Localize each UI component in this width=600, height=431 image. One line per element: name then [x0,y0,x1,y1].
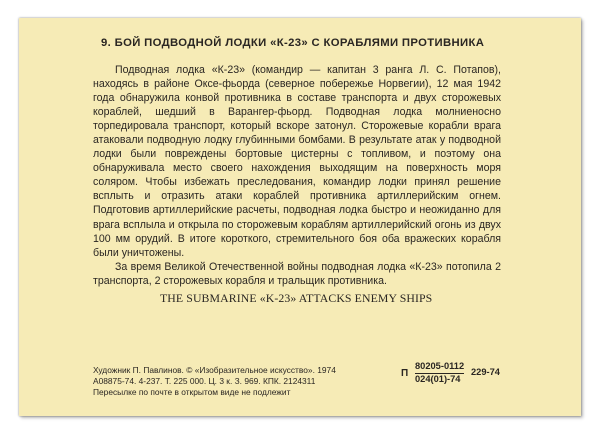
card-title: 9. БОЙ ПОДВОДНОЙ ЛОДКИ «К-23» С КОРАБЛЯМИ ПРОТИВНИКА [101,37,485,49]
imprint-print-line: А08875-74. 4-237. Т. 225 000. Ц. 3 к. З. 969. КПК. 2124311 [93,376,316,386]
code-suffix: 229-74 [471,367,500,377]
imprint-artist-line: Художник П. Павлинов. © «Изобразительное искусство». 1974 [93,365,336,375]
publisher-imprint [93,365,336,398]
code-numerator: 80205-0112 [415,361,464,374]
code-prefix: П [401,368,409,379]
paragraph-main: Подводная лодка «К-23» (командир — капитан 3 ранга Л. С. Потапов), находясь в районе Оксе-фьорда (северное побережье Норвегии), 12 мая 1942 года обнаружила конвой противника в составе транспорта и двух сторожевых кораблей, шедший в Варангер-фьорд. Подводная лодка молниеносно торпедировала транспорт, который вскоре затонул. Сторожевые корабли врага атаковали подводную лодку глубинными бомбами. В результате атак у подводной лодки были повреждены бортовые цистерны с топливом, и поэтому она обнаруживала место своего нахождения выходящим на поверхность моря соляром. Чтобы избежать преследования, командир лодки принял решение всплыть и отразить атаки кораблей противника артиллерийским огнем. Подготовив артиллерийские расчеты, подводная лодка быстро и неожиданно для врага всплыла и открыла по сторожевым кораблям артиллерийский огонь из двух 100 мм орудий. В итоге короткого, стремительного боя оба вражеских корабля были уничтожены. [93,64,501,259]
code-denominator: 024(01)-74 [415,374,461,384]
code-fraction [415,361,464,385]
paragraph-summary: За время Великой Отечественной войны подводная лодка «К-23» потопила 2 транспорта, 2 сторожевых корабля и тральщик противника. [93,260,501,287]
description-text [93,63,501,288]
english-caption: THE SUBMARINE «K-23» ATTACKS ENEMY SHIPS [160,291,433,305]
imprint-postal-note: Пересылке по почте в открытом виде не подлежит [93,387,291,397]
